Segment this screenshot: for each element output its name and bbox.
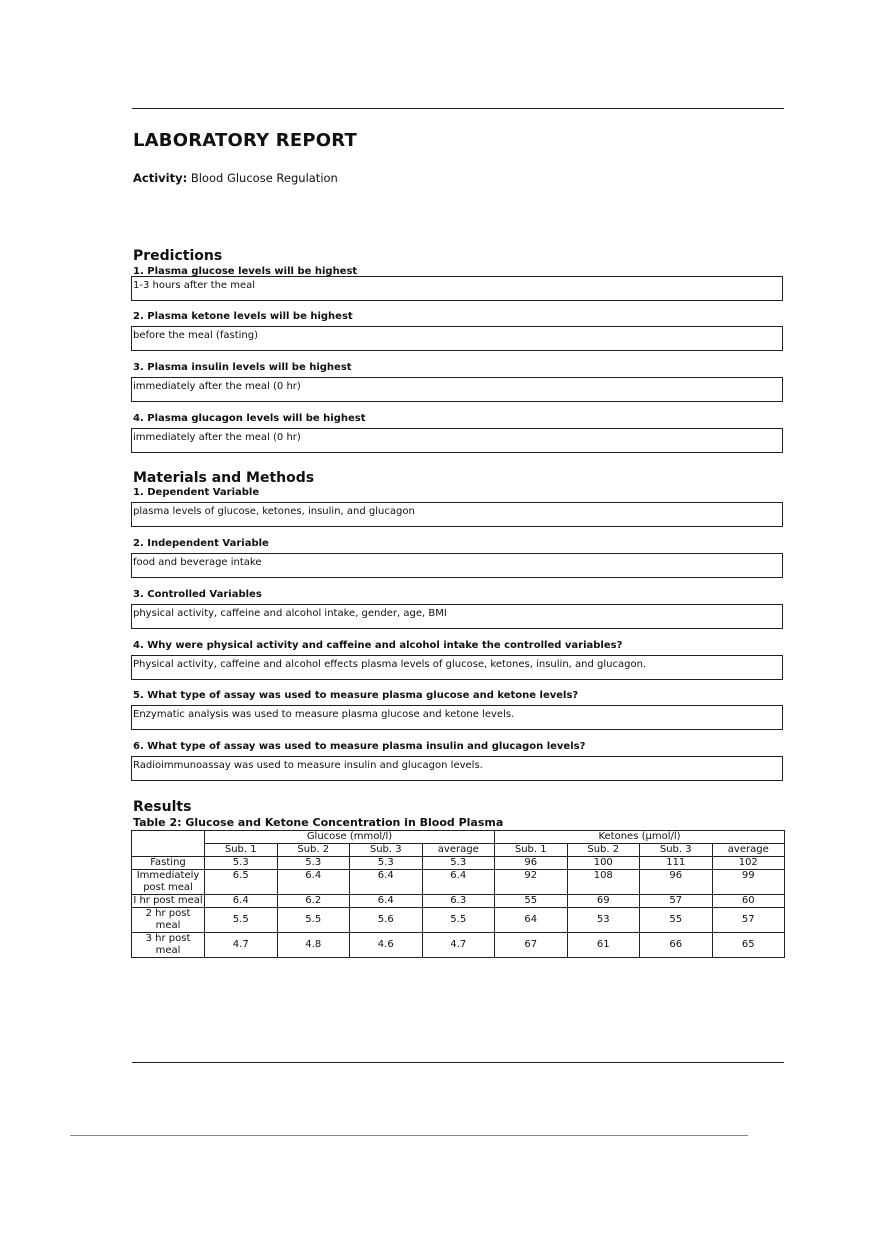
prediction-answer-field[interactable]: immediately after the meal (0 hr) [131,377,783,402]
method-label: 2. Independent Variable [133,538,269,549]
table-cell: 108 [567,870,640,895]
table-cell: 5.5 [277,908,350,933]
table-cell: 5.3 [277,857,350,870]
table-cell: 5.5 [422,908,495,933]
method-label: 4. Why were physical activity and caffeine and alcohol intake the controlled variables? [133,640,623,651]
table-cell: 96 [640,870,713,895]
table-cell: 5.3 [422,857,495,870]
method-label: 5. What type of assay was used to measure plasma glucose and ketone levels? [133,690,579,701]
bottom-rule [132,1062,784,1063]
table-row [132,870,785,895]
table-cell: 4.6 [350,933,423,958]
table-cell: 6.3 [422,895,495,908]
method-answer-field[interactable]: Physical activity, caffeine and alcohol effects plasma levels of glucose, ketones, insulin, and glucagon. [131,655,783,680]
table-cell: 4.7 [422,933,495,958]
column-header: Sub. 1 [205,844,278,857]
table-cell: 5.5 [205,908,278,933]
activity-line [133,171,338,185]
method-label: 1. Dependent Variable [133,487,260,498]
glucose-group-header: Glucose (mmol/l) [205,831,495,844]
prediction-answer-field[interactable]: 1-3 hours after the meal [131,276,783,301]
row-label: Immediately post meal [132,870,205,895]
table-cell: 5.3 [350,857,423,870]
column-header: average [422,844,495,857]
method-answer-field[interactable]: plasma levels of glucose, ketones, insulin, and glucagon [131,502,783,527]
results-table [131,830,785,958]
predictions-heading: Predictions [133,248,223,264]
row-label: Fasting [132,857,205,870]
column-header: Sub. 3 [350,844,423,857]
table-cell: 66 [640,933,713,958]
column-header: Sub. 2 [277,844,350,857]
table-cell: 6.4 [350,870,423,895]
method-answer-field[interactable]: Enzymatic analysis was used to measure plasma glucose and ketone levels. [131,705,783,730]
table-cell: 55 [495,895,568,908]
table-row [132,895,785,908]
column-header: Sub. 1 [495,844,568,857]
table-cell: 5.6 [350,908,423,933]
table-cell: 65 [712,933,785,958]
table-cell: 57 [712,908,785,933]
method-label: 6. What type of assay was used to measure plasma insulin and glucagon levels? [133,741,586,752]
prediction-answer-field[interactable]: immediately after the meal (0 hr) [131,428,783,453]
activity-label: Activity: [133,171,188,185]
top-rule [132,108,784,109]
table-cell: 53 [567,908,640,933]
methods-heading: Materials and Methods [133,470,315,486]
table-cell: 6.4 [277,870,350,895]
prediction-label: 2. Plasma ketone levels will be highest [133,311,353,322]
column-header: Sub. 2 [567,844,640,857]
table-cell: 6.4 [350,895,423,908]
table-cell: 6.4 [205,895,278,908]
table-cell: 69 [567,895,640,908]
table-cell: 111 [640,857,713,870]
table-cell: 102 [712,857,785,870]
table-cell: 4.8 [277,933,350,958]
page-title: LABORATORY REPORT [133,130,357,151]
table-cell: 67 [495,933,568,958]
prediction-label: 4. Plasma glucagon levels will be highest [133,413,366,424]
prediction-answer-field[interactable]: before the meal (fasting) [131,326,783,351]
method-answer-field[interactable]: physical activity, caffeine and alcohol intake, gender, age, BMI [131,604,783,629]
table-cell: 61 [567,933,640,958]
table-row [132,908,785,933]
table-group-header-row [132,831,785,844]
row-label: I hr post meal [133,895,203,906]
table-cell: 99 [712,870,785,895]
table-cell: 92 [495,870,568,895]
table-cell: 64 [495,908,568,933]
table-caption: Table 2: Glucose and Ketone Concentration in Blood Plasma [133,816,504,829]
table-cell: 6.5 [205,870,278,895]
table-cell: 5.3 [205,857,278,870]
method-label: 3. Controlled Variables [133,589,262,600]
row-label: 2 hr post meal [132,908,205,933]
column-header: Sub. 3 [640,844,713,857]
method-answer-field[interactable]: Radioimmunoassay was used to measure insulin and glucagon levels. [131,756,783,781]
footer-divider [70,1135,748,1136]
table-cell: 57 [640,895,713,908]
results-heading: Results [133,799,192,815]
table-corner-cell [132,831,205,857]
table-sub-header-row [132,844,785,857]
table-cell: 4.7 [205,933,278,958]
table-cell: 96 [495,857,568,870]
table-cell: 55 [640,908,713,933]
activity-value: Blood Glucose Regulation [190,171,338,185]
table-cell: 60 [712,895,785,908]
table-row [132,857,785,870]
table-cell: 6.2 [277,895,350,908]
method-answer-field[interactable]: food and beverage intake [131,553,783,578]
row-label: 3 hr post meal [132,933,205,958]
ketones-group-header: Ketones (µmol/l) [495,831,785,844]
table-cell: 100 [567,857,640,870]
table-cell: 6.4 [422,870,495,895]
prediction-label: 3. Plasma insulin levels will be highest [133,362,352,373]
column-header: average [712,844,785,857]
table-row [132,933,785,958]
prediction-label: 1. Plasma glucose levels will be highest [133,266,358,277]
